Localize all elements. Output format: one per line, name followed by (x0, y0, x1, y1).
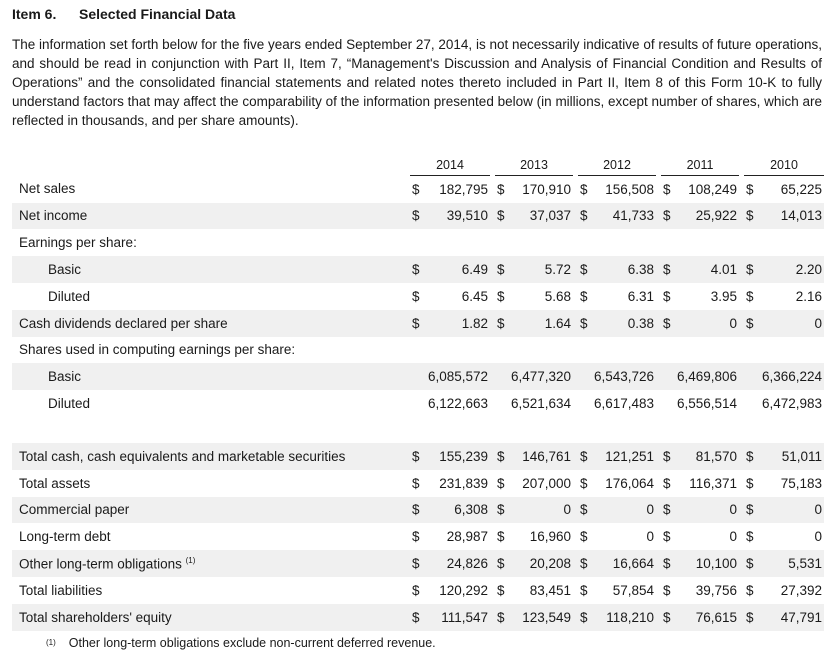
row-label: Long-term debt (19, 529, 111, 545)
table-row-eps-diluted (12, 283, 824, 310)
cell-value: 51,011 (766, 443, 824, 470)
currency-symbol: $ (495, 604, 517, 631)
cell-value: 6.49 (432, 256, 490, 283)
currency-symbol: $ (580, 288, 588, 304)
currency-symbol: $ (497, 582, 505, 598)
currency-symbol: $ (578, 550, 600, 577)
currency-symbol: $ (746, 529, 754, 545)
footnote-mark: (1) (46, 638, 56, 647)
cell-value: 10,100 (683, 550, 739, 577)
cell-value: 0.38 (600, 310, 656, 337)
row-label: Diluted (48, 288, 91, 304)
cell-value: 41,733 (600, 203, 656, 230)
cell-value: 6.45 (461, 288, 488, 304)
cell-value: 27,392 (780, 582, 823, 598)
cell-value: 155,239 (432, 443, 490, 470)
cell-value: 81,570 (683, 443, 739, 470)
row-label-text: Other long-term obligations (19, 556, 182, 572)
cell-value: 0 (766, 497, 824, 524)
cell-value: 0 (766, 310, 824, 337)
cell-value: 6,085,572 (410, 363, 490, 390)
cell-value: 76,615 (683, 604, 739, 631)
cell-value: 123,549 (517, 604, 573, 631)
row-label: Earnings per share: (19, 235, 137, 251)
currency-symbol: $ (578, 497, 600, 524)
table-row-eps-basic (12, 256, 824, 283)
row-label: Basic (12, 363, 410, 390)
currency-symbol: $ (410, 550, 432, 577)
table-row-shares-basic (12, 363, 824, 390)
currency-symbol: $ (661, 256, 683, 283)
currency-symbol: $ (661, 203, 683, 230)
year-header: 2011 (661, 145, 739, 175)
cell-value: 6,521,634 (510, 396, 571, 412)
row-label (12, 550, 410, 577)
currency-symbol: $ (412, 475, 420, 491)
cell-value: 6,122,663 (427, 396, 488, 412)
cell-value: 6,617,483 (593, 396, 654, 412)
currency-symbol: $ (497, 475, 505, 491)
cell-value: 16,960 (529, 529, 571, 545)
table-row-eps-heading (12, 229, 824, 256)
currency-symbol: $ (495, 203, 517, 230)
currency-symbol: $ (580, 582, 588, 598)
row-label: Total liabilities (19, 582, 103, 598)
cell-value: 25,922 (683, 203, 739, 230)
table-row-shares-diluted (12, 390, 824, 417)
year-header: 2014 (410, 145, 490, 175)
cell-value: 1.82 (432, 310, 490, 337)
currency-symbol: $ (746, 288, 754, 304)
cell-value: 120,292 (439, 582, 488, 598)
row-label: Total shareholders' equity (12, 604, 410, 631)
currency-symbol: $ (410, 310, 432, 337)
cell-value: 6,308 (432, 497, 490, 524)
cell-value: 146,761 (517, 443, 573, 470)
currency-symbol: $ (661, 497, 683, 524)
cell-value: 0 (683, 310, 739, 337)
table-row-dividends (12, 310, 824, 337)
currency-symbol: $ (661, 550, 683, 577)
currency-symbol: $ (410, 203, 432, 230)
currency-symbol: $ (663, 181, 671, 197)
currency-symbol: $ (746, 582, 754, 598)
currency-symbol: $ (578, 604, 600, 631)
footnote (46, 636, 436, 650)
currency-symbol: $ (744, 256, 766, 283)
currency-symbol: $ (495, 497, 517, 524)
row-label: Diluted (48, 396, 91, 412)
cell-value: 20,208 (517, 550, 573, 577)
cell-value: 182,795 (439, 181, 488, 197)
cell-value: 6.31 (627, 288, 654, 304)
currency-symbol: $ (495, 256, 517, 283)
currency-symbol: $ (663, 288, 671, 304)
cell-value: 3.95 (710, 288, 738, 304)
table-row-total-cash (12, 443, 824, 470)
cell-value: 116,371 (689, 475, 738, 491)
cell-value: 4.01 (683, 256, 739, 283)
cell-value: 28,987 (446, 529, 488, 545)
row-label: Net income (12, 203, 410, 230)
currency-symbol: $ (744, 497, 766, 524)
cell-value: 5,531 (766, 550, 824, 577)
row-label: Basic (12, 256, 410, 283)
currency-symbol: $ (412, 181, 420, 197)
table-row-total-liabilities (12, 577, 824, 604)
year-header: 2012 (578, 145, 656, 175)
year-header-row (12, 145, 824, 175)
footnote-reference: (1) (185, 555, 196, 565)
cell-value: 65,225 (780, 181, 823, 197)
cell-value: 6.38 (600, 256, 656, 283)
year-header: 2013 (495, 145, 573, 175)
currency-symbol: $ (497, 181, 505, 197)
cell-value: 6,477,320 (495, 363, 573, 390)
cell-value: 5.68 (544, 288, 571, 304)
currency-symbol: $ (746, 181, 754, 197)
table-row-total-assets (12, 470, 824, 497)
currency-symbol: $ (661, 604, 683, 631)
table-spacer (12, 417, 824, 443)
table-row-commercial-paper (12, 497, 824, 524)
financial-data-table (12, 145, 824, 631)
cell-value: 47,791 (766, 604, 824, 631)
section-title: Selected Financial Data (79, 6, 236, 22)
currency-symbol: $ (580, 181, 588, 197)
currency-symbol: $ (746, 475, 754, 491)
cell-value: 24,826 (432, 550, 490, 577)
cell-value: 156,508 (605, 181, 654, 197)
cell-value: 2.16 (795, 288, 823, 304)
currency-symbol: $ (578, 310, 600, 337)
currency-symbol: $ (744, 310, 766, 337)
cell-value: 6,543,726 (578, 363, 656, 390)
row-label: Total cash, cash equivalents and marketable securities (12, 443, 410, 470)
cell-value: 6,469,806 (661, 363, 739, 390)
item-number: Item 6. (12, 6, 57, 22)
currency-symbol: $ (578, 443, 600, 470)
cell-value: 0 (814, 529, 823, 545)
cell-value: 207,000 (522, 475, 571, 491)
cell-value: 75,183 (780, 475, 823, 491)
table-row-other-obligations (12, 550, 824, 577)
currency-symbol: $ (410, 604, 432, 631)
currency-symbol: $ (497, 529, 505, 545)
table-row-net-income (12, 203, 824, 230)
currency-symbol: $ (580, 529, 588, 545)
cell-value: 39,756 (695, 582, 738, 598)
currency-symbol: $ (410, 497, 432, 524)
cell-value: 2.20 (766, 256, 824, 283)
cell-value: 176,064 (605, 475, 654, 491)
currency-symbol: $ (495, 443, 517, 470)
cell-value: 170,910 (522, 181, 571, 197)
cell-value: 6,366,224 (744, 363, 824, 390)
currency-symbol: $ (663, 475, 671, 491)
cell-value: 57,854 (612, 582, 654, 598)
currency-symbol: $ (744, 443, 766, 470)
currency-symbol: $ (661, 443, 683, 470)
cell-value: 0 (517, 497, 573, 524)
table-row-long-term-debt (12, 523, 824, 550)
cell-value: 16,664 (600, 550, 656, 577)
currency-symbol: $ (410, 443, 432, 470)
year-header: 2010 (744, 145, 824, 175)
cell-value: 14,013 (766, 203, 824, 230)
currency-symbol: $ (663, 582, 671, 598)
currency-symbol: $ (495, 550, 517, 577)
currency-symbol: $ (412, 582, 420, 598)
table-row-shares-heading (12, 337, 824, 364)
currency-symbol: $ (661, 310, 683, 337)
footnote-text: Other long-term obligations exclude non-current deferred revenue. (68, 636, 436, 650)
currency-symbol: $ (744, 550, 766, 577)
cell-value: 0 (600, 497, 656, 524)
currency-symbol: $ (744, 203, 766, 230)
row-label: Total assets (19, 475, 91, 491)
table-row-shareholders-equity (12, 604, 824, 631)
cell-value: 118,210 (600, 604, 656, 631)
row-label: Cash dividends declared per share (12, 310, 410, 337)
cell-value: 231,839 (439, 475, 488, 491)
cell-value: 121,251 (600, 443, 656, 470)
cell-value: 111,547 (432, 604, 490, 631)
currency-symbol: $ (744, 604, 766, 631)
cell-value: 1.64 (517, 310, 573, 337)
cell-value: 5.72 (517, 256, 573, 283)
currency-symbol: $ (497, 288, 505, 304)
currency-symbol: $ (412, 288, 420, 304)
cell-value: 6,556,514 (676, 396, 738, 412)
row-label: Commercial paper (12, 497, 410, 524)
row-label: Shares used in computing earnings per share: (19, 342, 296, 358)
cell-value: 0 (646, 529, 654, 545)
currency-symbol: $ (578, 203, 600, 230)
cell-value: 0 (729, 529, 738, 545)
currency-symbol: $ (495, 310, 517, 337)
cell-value: 108,249 (688, 181, 738, 197)
currency-symbol: $ (410, 256, 432, 283)
currency-symbol: $ (580, 475, 588, 491)
cell-value: 6,472,983 (761, 396, 823, 412)
table-row-net-sales (12, 175, 824, 202)
cell-value: 37,037 (517, 203, 573, 230)
row-label: Net sales (19, 181, 76, 197)
cell-value: 0 (683, 497, 739, 524)
currency-symbol: $ (578, 256, 600, 283)
section-heading (12, 6, 235, 22)
currency-symbol: $ (412, 529, 420, 545)
cell-value: 83,451 (529, 582, 571, 598)
cell-value: 39,510 (432, 203, 490, 230)
intro-paragraph: The information set forth below for the five years ended September 27, 2014, is not necessarily indicative of results of future operations, and should be read in conjunction with Part II, Item 7, “Management's Discussion and Analysis of Financial Condition and Results of Operations” and the consolidated financial statements and related notes thereto included in Part II, Item 8 of this Form 10-K to fully understand factors that may affect the comparability of the information presented below (in millions, except number of shares, which are reflected in thousands, and per share amounts). (12, 37, 822, 128)
currency-symbol: $ (663, 529, 671, 545)
